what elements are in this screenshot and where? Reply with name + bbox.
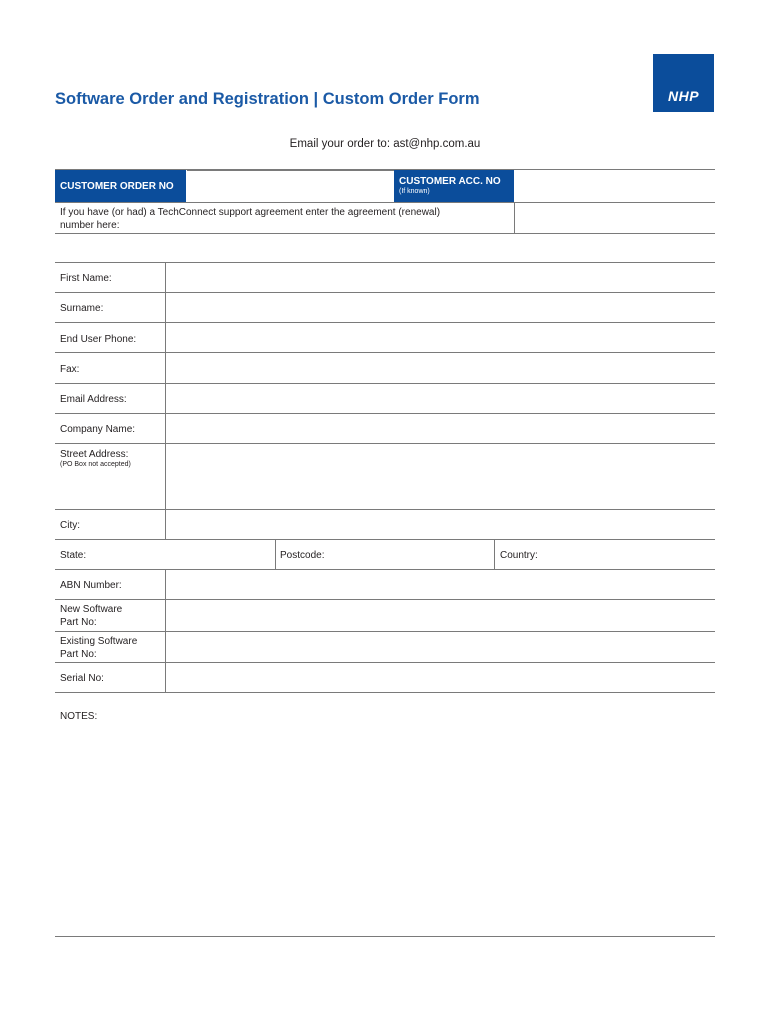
- divider: [55, 936, 715, 937]
- street-address-field[interactable]: [166, 444, 715, 508]
- customer-order-no-label: CUSTOMER ORDER NO: [60, 181, 174, 192]
- customer-acc-no-label-cell: [394, 170, 514, 202]
- postcode-field[interactable]: [335, 540, 494, 569]
- email-address-field[interactable]: [166, 384, 715, 413]
- fax-label: Fax:: [60, 364, 80, 375]
- email-instruction: Email your order to: ast@nhp.com.au: [289, 138, 481, 150]
- new-software-label-line1: New Software: [60, 604, 123, 615]
- abn-number-label: ABN Number:: [60, 580, 122, 591]
- city-field[interactable]: [166, 510, 715, 539]
- city-label: City:: [60, 520, 80, 531]
- page-title: Software Order and Registration | Custom Order Form: [55, 90, 480, 108]
- new-software-part-field[interactable]: [166, 600, 715, 630]
- customer-order-no-label-cell: [55, 170, 186, 202]
- agreement-label-line1: If you have (or had) a TechConnect support agreement enter the agreement (renewal): [60, 207, 441, 218]
- divider: [55, 692, 715, 693]
- surname-label: Surname:: [60, 303, 104, 314]
- surname-field[interactable]: [166, 293, 715, 322]
- street-address-label: Street Address:: [60, 449, 129, 460]
- first-name-label: First Name:: [60, 273, 112, 284]
- postcode-label: Postcode:: [280, 550, 325, 561]
- agreement-label: [60, 206, 510, 232]
- customer-order-no-field[interactable]: [187, 170, 394, 203]
- first-name-field[interactable]: [166, 263, 715, 292]
- customer-acc-no-label: CUSTOMER ACC. NO: [399, 176, 501, 187]
- divider: [494, 539, 495, 570]
- existing-software-label-line1: Existing Software: [60, 636, 138, 647]
- country-field[interactable]: [550, 540, 715, 569]
- company-name-field[interactable]: [166, 414, 715, 443]
- po-box-note: (PO Box not accepted): [60, 461, 131, 468]
- existing-software-part-field[interactable]: [166, 632, 715, 662]
- divider: [55, 233, 715, 234]
- new-software-label-line2: Part No:: [60, 617, 97, 628]
- existing-software-label-line2: Part No:: [60, 649, 97, 660]
- abn-number-field[interactable]: [166, 570, 715, 599]
- agreement-number-field[interactable]: [515, 203, 715, 233]
- fax-field[interactable]: [166, 353, 715, 382]
- logo-text: NHP: [667, 88, 700, 104]
- state-field[interactable]: [120, 540, 275, 569]
- customer-acc-no-field[interactable]: [515, 170, 715, 202]
- country-label: Country:: [500, 550, 538, 561]
- new-software-label: [60, 603, 122, 629]
- state-label: State:: [60, 550, 87, 561]
- serial-no-label: Serial No:: [60, 673, 104, 684]
- serial-no-field[interactable]: [166, 663, 715, 691]
- if-known-note: (If known): [399, 188, 430, 195]
- end-user-phone-label: End User Phone:: [60, 334, 137, 345]
- end-user-phone-field[interactable]: [166, 323, 715, 352]
- divider: [275, 539, 276, 570]
- nhp-logo: [653, 54, 714, 112]
- email-address-label: Email Address:: [60, 394, 127, 405]
- company-name-label: Company Name:: [60, 424, 136, 435]
- notes-label: NOTES:: [60, 711, 98, 722]
- agreement-label-line2: number here:: [60, 220, 120, 231]
- existing-software-label: [60, 635, 137, 661]
- notes-field[interactable]: [55, 725, 715, 935]
